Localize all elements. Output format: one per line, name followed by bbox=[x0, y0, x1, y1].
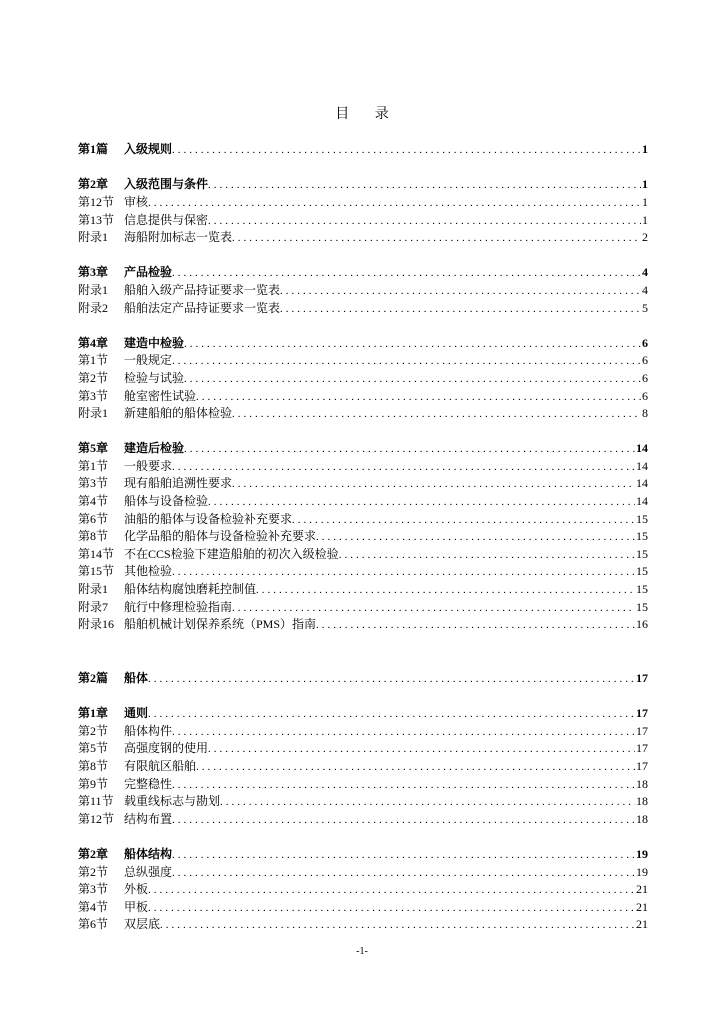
entry-title: 完整稳性 bbox=[124, 776, 173, 791]
dot-leader bbox=[148, 900, 635, 918]
entry-title: 外板 bbox=[124, 882, 149, 897]
entry-label: 第12节 bbox=[78, 194, 115, 209]
entry-label: 第5节 bbox=[78, 741, 109, 756]
entry-label: 第4章 bbox=[78, 335, 109, 350]
toc-chapter-entry bbox=[78, 264, 648, 282]
toc-chapter-entry bbox=[78, 846, 648, 864]
dot-leader bbox=[208, 741, 635, 759]
entry-label: 第12节 bbox=[78, 811, 115, 826]
entry-title: 一般要求 bbox=[124, 458, 173, 473]
entry-title: 不在CCS检验下建造船舶的初次入级检验 bbox=[124, 546, 339, 561]
entry-page-number: 15 bbox=[636, 564, 648, 579]
entry-page-number: 17 bbox=[636, 758, 648, 773]
entry-label: 第6节 bbox=[78, 917, 109, 932]
entry-page-number: 6 bbox=[642, 388, 648, 403]
entry-page-number: 21 bbox=[636, 899, 648, 914]
entry-page-number: 16 bbox=[636, 617, 648, 632]
toc-section-entry bbox=[78, 528, 648, 546]
entry-label: 第3节 bbox=[78, 476, 109, 491]
entry-label: 第3节 bbox=[78, 882, 109, 897]
entry-label: 第3章 bbox=[78, 265, 109, 280]
dot-leader bbox=[232, 406, 641, 424]
entry-label: 第2节 bbox=[78, 864, 109, 879]
dot-leader bbox=[184, 441, 635, 459]
toc-section-entry bbox=[78, 388, 648, 406]
entry-page-number: 4 bbox=[642, 265, 648, 280]
entry-title: 检验与试验 bbox=[124, 370, 185, 385]
dot-leader bbox=[148, 882, 635, 900]
entry-label: 附录7 bbox=[78, 599, 109, 614]
toc-section-entry bbox=[78, 616, 648, 634]
entry-page-number: 18 bbox=[636, 794, 648, 809]
dot-leader bbox=[220, 794, 635, 812]
entry-title: 船舶法定产品持证要求一览表 bbox=[124, 300, 281, 315]
entry-title: 新建船舶的船体检验 bbox=[124, 406, 233, 421]
entry-page-number: 6 bbox=[642, 335, 648, 350]
toc-title: 目 录 bbox=[335, 107, 389, 122]
toc-section-entry bbox=[78, 581, 648, 599]
dot-leader bbox=[196, 389, 641, 407]
entry-title: 船舶入级产品持证要求一览表 bbox=[124, 282, 281, 297]
entry-label: 附录1 bbox=[78, 582, 109, 597]
entry-title: 结构布置 bbox=[124, 811, 173, 826]
dot-leader bbox=[172, 865, 635, 883]
entry-page-number: 14 bbox=[636, 441, 648, 456]
toc-part-entry bbox=[78, 670, 648, 688]
entry-label: 第8节 bbox=[78, 758, 109, 773]
dot-leader bbox=[316, 529, 635, 547]
toc-section-entry bbox=[78, 194, 648, 212]
entry-page-number: 14 bbox=[636, 458, 648, 473]
toc-section-entry bbox=[78, 563, 648, 581]
entry-label: 附录2 bbox=[78, 300, 109, 315]
dot-leader bbox=[172, 564, 635, 582]
dot-leader bbox=[280, 301, 641, 319]
entry-page-number: 1 bbox=[642, 142, 648, 157]
toc-section-entry bbox=[78, 352, 648, 370]
entry-title: 双层底 bbox=[124, 917, 161, 932]
toc-part-entry bbox=[78, 141, 648, 159]
dot-leader bbox=[280, 283, 641, 301]
entry-page-number: 21 bbox=[636, 882, 648, 897]
entry-page-number: 8 bbox=[642, 406, 648, 421]
entry-label: 第14节 bbox=[78, 546, 115, 561]
entry-title: 甲板 bbox=[124, 899, 149, 914]
toc-chapter-group bbox=[78, 705, 648, 828]
entry-label: 第13节 bbox=[78, 212, 115, 227]
entry-page-number: 1 bbox=[642, 194, 648, 209]
entry-page-number: 6 bbox=[642, 370, 648, 385]
dot-leader bbox=[184, 336, 641, 354]
entry-label: 第15节 bbox=[78, 564, 115, 579]
toc-chapter-entry bbox=[78, 440, 648, 458]
entry-label: 第1篇 bbox=[78, 142, 109, 157]
entry-title: 总纵强度 bbox=[124, 864, 173, 879]
entry-page-number: 1 bbox=[642, 212, 648, 227]
table-of-contents bbox=[78, 141, 648, 934]
entry-title: 建造后检验 bbox=[124, 441, 185, 456]
dot-leader bbox=[172, 353, 641, 371]
entry-label: 第2节 bbox=[78, 370, 109, 385]
entry-label: 第4节 bbox=[78, 899, 109, 914]
entry-label: 第11节 bbox=[78, 794, 114, 809]
toc-section-entry bbox=[78, 282, 648, 300]
entry-title: 其他检验 bbox=[124, 564, 173, 579]
entry-page-number: 2 bbox=[642, 230, 648, 245]
entry-title: 船体结构腐蚀磨耗控制值 bbox=[124, 582, 257, 597]
entry-page-number: 4 bbox=[642, 282, 648, 297]
dot-leader bbox=[172, 142, 641, 160]
toc-chapter-group bbox=[78, 846, 648, 934]
toc-section-entry bbox=[78, 811, 648, 829]
entry-page-number: 17 bbox=[636, 741, 648, 756]
toc-chapter-entry bbox=[78, 335, 648, 353]
dot-leader bbox=[292, 512, 635, 530]
entry-label: 第1节 bbox=[78, 353, 109, 368]
dot-leader bbox=[232, 476, 635, 494]
entry-page-number: 18 bbox=[636, 811, 648, 826]
toc-section-entry bbox=[78, 405, 648, 423]
dot-leader bbox=[232, 230, 641, 248]
toc-section-entry bbox=[78, 916, 648, 934]
toc-section-entry bbox=[78, 475, 648, 493]
entry-title: 化学品船的船体与设备检验补充要求 bbox=[124, 529, 317, 544]
toc-section-entry bbox=[78, 493, 648, 511]
entry-label: 第8节 bbox=[78, 529, 109, 544]
entry-label: 附录1 bbox=[78, 230, 109, 245]
entry-page-number: 17 bbox=[636, 723, 648, 738]
dot-leader bbox=[172, 812, 635, 830]
entry-label: 第9节 bbox=[78, 776, 109, 791]
entry-label: 第2篇 bbox=[78, 671, 109, 685]
toc-section-entry bbox=[78, 300, 648, 318]
entry-page-number: 17 bbox=[636, 706, 648, 721]
entry-title: 船体结构 bbox=[124, 846, 173, 861]
entry-label: 第1节 bbox=[78, 458, 109, 473]
entry-label: 第2节 bbox=[78, 723, 109, 738]
toc-part bbox=[78, 141, 648, 634]
entry-label: 第1章 bbox=[78, 706, 109, 721]
toc-section-entry bbox=[78, 599, 648, 617]
toc-chapter-group bbox=[78, 335, 648, 423]
entry-label: 第5章 bbox=[78, 441, 109, 456]
entry-title: 船体构件 bbox=[124, 723, 173, 738]
entry-label: 第2章 bbox=[78, 846, 109, 861]
entry-label: 第6节 bbox=[78, 511, 109, 526]
entry-page-number: 19 bbox=[636, 864, 648, 879]
entry-title: 船舶机械计划保养系统（PMS）指南 bbox=[124, 617, 317, 632]
dot-leader bbox=[160, 917, 635, 935]
entry-label: 附录1 bbox=[78, 406, 109, 421]
entry-page-number: 15 bbox=[636, 511, 648, 526]
toc-section-entry bbox=[78, 864, 648, 882]
dot-leader bbox=[208, 213, 641, 231]
toc-section-entry bbox=[78, 793, 648, 811]
entry-title: 信息提供与保密 bbox=[124, 212, 209, 227]
toc-chapter-entry bbox=[78, 705, 648, 723]
entry-label: 附录16 bbox=[78, 617, 115, 632]
toc-section-entry bbox=[78, 758, 648, 776]
entry-title: 产品检验 bbox=[124, 265, 173, 280]
entry-page-number: 15 bbox=[636, 529, 648, 544]
entry-title: 现有船舶追溯性要求 bbox=[124, 476, 233, 491]
entry-page-number: 5 bbox=[642, 300, 648, 315]
entry-title: 船体与设备检验 bbox=[124, 494, 209, 509]
entry-title: 高强度钢的使用 bbox=[124, 741, 209, 756]
entry-page-number: 21 bbox=[636, 917, 648, 932]
dot-leader bbox=[172, 265, 641, 283]
toc-section-entry bbox=[78, 511, 648, 529]
entry-title: 入级规则 bbox=[124, 142, 173, 157]
toc-section-entry bbox=[78, 370, 648, 388]
dot-leader bbox=[208, 494, 635, 512]
toc-section-entry bbox=[78, 546, 648, 564]
entry-title: 一般规定 bbox=[124, 353, 173, 368]
entry-page-number: 17 bbox=[636, 671, 648, 685]
dot-leader bbox=[148, 671, 635, 689]
page-number-footer: -1- bbox=[356, 946, 368, 957]
toc-section-entry bbox=[78, 723, 648, 741]
dot-leader bbox=[172, 459, 635, 477]
entry-title: 海船附加标志一览表 bbox=[124, 230, 233, 245]
dot-leader bbox=[148, 706, 635, 724]
toc-section-entry bbox=[78, 740, 648, 758]
toc-chapter-entry bbox=[78, 176, 648, 194]
dot-leader bbox=[184, 371, 641, 389]
entry-label: 第2章 bbox=[78, 177, 109, 192]
entry-page-number: 19 bbox=[636, 846, 648, 861]
toc-section-entry bbox=[78, 229, 648, 247]
entry-title: 有限航区船舶 bbox=[124, 758, 197, 773]
dot-leader bbox=[196, 759, 635, 777]
dot-leader bbox=[256, 582, 635, 600]
entry-title: 载重线标志与勘划 bbox=[124, 794, 221, 809]
toc-section-entry bbox=[78, 899, 648, 917]
entry-page-number: 15 bbox=[636, 599, 648, 614]
dot-leader bbox=[148, 195, 641, 213]
toc-chapter-group bbox=[78, 440, 648, 634]
entry-title: 油船的船体与设备检验补充要求 bbox=[124, 511, 293, 526]
entry-title: 航行中修理检验指南 bbox=[124, 599, 233, 614]
dot-leader bbox=[316, 617, 635, 635]
entry-page-number: 15 bbox=[636, 546, 648, 561]
toc-part bbox=[78, 670, 648, 934]
entry-title: 通则 bbox=[124, 706, 149, 721]
toc-section-entry bbox=[78, 776, 648, 794]
toc-chapter-group bbox=[78, 264, 648, 317]
dot-leader bbox=[232, 600, 635, 618]
entry-page-number: 1 bbox=[642, 177, 648, 192]
dot-leader bbox=[172, 847, 635, 865]
toc-section-entry bbox=[78, 458, 648, 476]
entry-label: 第3节 bbox=[78, 388, 109, 403]
dot-leader bbox=[172, 777, 635, 795]
entry-title: 入级范围与条件 bbox=[124, 177, 209, 192]
toc-chapter-group bbox=[78, 176, 648, 246]
entry-page-number: 18 bbox=[636, 776, 648, 791]
entry-page-number: 14 bbox=[636, 494, 648, 509]
dot-leader bbox=[208, 177, 641, 195]
entry-page-number: 6 bbox=[642, 353, 648, 368]
dot-leader bbox=[339, 547, 635, 565]
entry-page-number: 15 bbox=[636, 582, 648, 597]
dot-leader bbox=[172, 724, 635, 742]
toc-section-entry bbox=[78, 212, 648, 230]
entry-title: 建造中检验 bbox=[124, 335, 185, 350]
toc-section-entry bbox=[78, 881, 648, 899]
entry-title: 船体 bbox=[124, 671, 149, 685]
entry-label: 第4节 bbox=[78, 494, 109, 509]
entry-label: 附录1 bbox=[78, 282, 109, 297]
entry-title: 舱室密性试验 bbox=[124, 388, 197, 403]
entry-page-number: 14 bbox=[636, 476, 648, 491]
entry-title: 审核 bbox=[124, 194, 149, 209]
